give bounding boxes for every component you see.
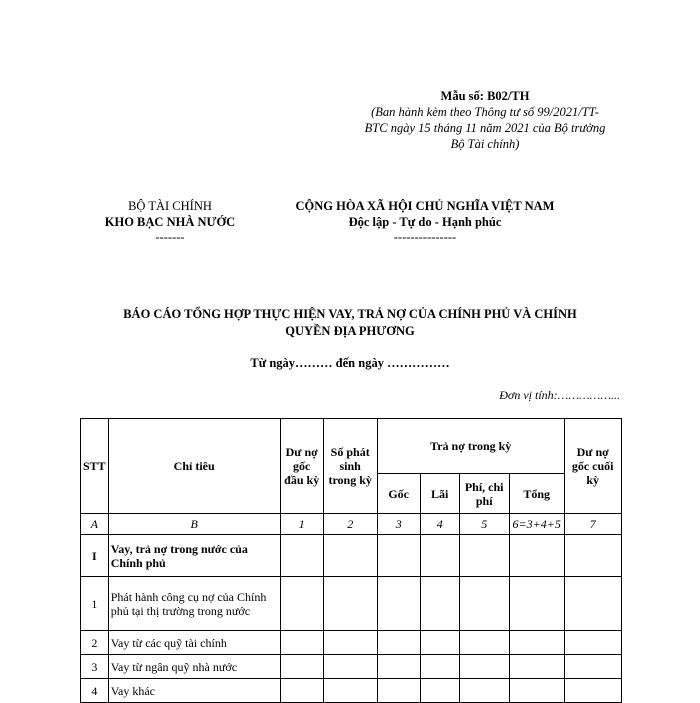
header-interest: Lãi <box>420 474 459 514</box>
national-header <box>270 198 580 244</box>
agency-treasury: KHO BẠC NHÀ NƯỚC <box>104 215 236 229</box>
form-note-line-1: (Ban hành kèm theo Thông tư số 99/2021/TT- <box>371 105 599 119</box>
cell <box>280 679 323 703</box>
cell <box>564 655 621 679</box>
index-cell: 4 <box>420 514 459 535</box>
cell <box>280 655 323 679</box>
cell <box>420 631 459 655</box>
row-label: Vay khác <box>108 679 280 703</box>
index-cell: 7 <box>564 514 621 535</box>
report-table <box>80 418 622 703</box>
header-opening-balance: Dư nợ gốc đầu kỳ <box>280 419 323 514</box>
form-code: Mẫu số: B02/TH <box>440 89 530 103</box>
table-row <box>81 655 622 679</box>
national-motto: Độc lập - Tự do - Hạnh phúc <box>348 215 502 229</box>
cell <box>377 535 420 577</box>
cell <box>420 679 459 703</box>
index-row <box>81 514 622 535</box>
index-cell: 6=3+4+5 <box>509 514 564 535</box>
header-closing-balance: Dư nợ gốc cuối kỳ <box>564 419 621 514</box>
report-title-line-2: QUYỀN ĐỊA PHƯƠNG <box>285 324 415 338</box>
cell <box>509 535 564 577</box>
agency-header <box>95 198 245 244</box>
national-name: CỘNG HÒA XÃ HỘI CHỦ NGHĨA VIỆT NAM <box>295 199 555 213</box>
cell <box>564 631 621 655</box>
cell <box>459 631 509 655</box>
index-cell: 1 <box>280 514 323 535</box>
cell <box>459 655 509 679</box>
agency-ministry: BỘ TÀI CHÍNH <box>128 199 212 213</box>
cell <box>420 655 459 679</box>
form-code-block <box>350 88 620 152</box>
report-unit: Đơn vị tính:……………... <box>499 388 620 402</box>
cell <box>420 577 459 631</box>
cell <box>323 679 377 703</box>
table-row <box>81 631 622 655</box>
cell <box>377 679 420 703</box>
cell <box>509 577 564 631</box>
row-label: Vay từ các quỹ tài chính <box>108 631 280 655</box>
cell <box>323 655 377 679</box>
header-criteria: Chỉ tiêu <box>108 419 280 514</box>
header-fees: Phí, chi phí <box>459 474 509 514</box>
cell <box>280 577 323 631</box>
cell <box>323 535 377 577</box>
index-cell: 2 <box>323 514 377 535</box>
index-cell: A <box>81 514 109 535</box>
cell <box>509 655 564 679</box>
header-repayment: Trả nợ trong kỳ <box>377 419 564 474</box>
cell <box>564 535 621 577</box>
header-issued: Số phát sinh trong kỳ <box>323 419 377 514</box>
row-stt: 4 <box>81 679 109 703</box>
row-label: Phát hành công cụ nợ của Chính phủ tại thị trường trong nước <box>108 577 280 631</box>
cell <box>564 577 621 631</box>
report-title-line-1: BÁO CÁO TỔNG HỢP THỰC HIỆN VAY, TRẢ NỢ CỦA CHÍNH PHỦ VÀ CHÍNH <box>123 307 577 321</box>
form-note-line-3: Bộ Tài chính) <box>450 137 520 151</box>
table-row <box>81 577 622 631</box>
cell <box>509 679 564 703</box>
cell <box>459 577 509 631</box>
index-cell: 3 <box>377 514 420 535</box>
row-label: Vay từ ngân quỹ nhà nước <box>108 655 280 679</box>
cell <box>323 577 377 631</box>
cell <box>377 655 420 679</box>
report-title <box>80 306 620 340</box>
cell <box>564 679 621 703</box>
cell <box>377 631 420 655</box>
row-stt: I <box>81 535 109 577</box>
header-principal: Gốc <box>377 474 420 514</box>
cell <box>420 535 459 577</box>
cell <box>280 631 323 655</box>
form-note-line-2: BTC ngày 15 tháng 11 năm 2021 của Bộ trưởng <box>364 121 606 135</box>
table-row <box>81 535 622 577</box>
row-stt: 1 <box>81 577 109 631</box>
report-date-range: Từ ngày……… đến ngày …………… <box>250 356 450 370</box>
national-divider: --------------- <box>393 230 457 244</box>
index-cell: B <box>108 514 280 535</box>
cell <box>459 535 509 577</box>
cell <box>280 535 323 577</box>
header-total: Tổng <box>509 474 564 514</box>
cell <box>459 679 509 703</box>
row-stt: 3 <box>81 655 109 679</box>
cell <box>509 631 564 655</box>
agency-divider: ------- <box>155 230 185 244</box>
table-row <box>81 679 622 703</box>
row-stt: 2 <box>81 631 109 655</box>
cell <box>377 577 420 631</box>
index-cell: 5 <box>459 514 509 535</box>
row-label: Vay, trả nợ trong nước của Chính phủ <box>108 535 280 577</box>
header-stt: STT <box>81 419 109 514</box>
cell <box>323 631 377 655</box>
